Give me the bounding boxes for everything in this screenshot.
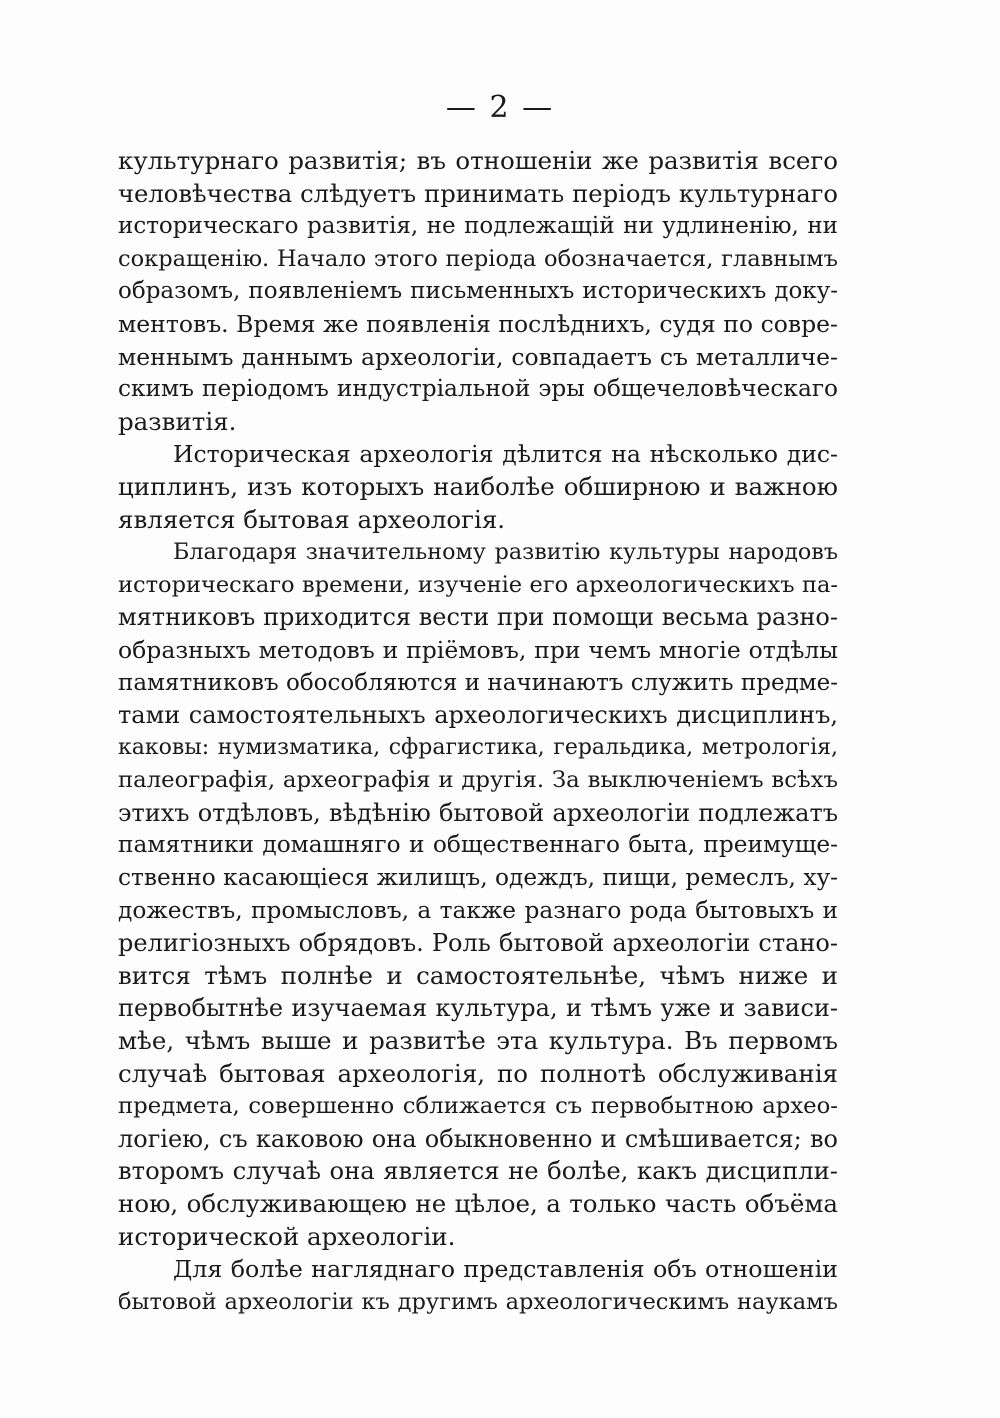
page-number: — 2 — (445, 90, 555, 125)
text-line: историческаго времени, изученіе его археологическихъ па- (118, 571, 838, 598)
text-line: тами самостоятельныхъ археологическихъ дисциплинъ, (118, 701, 838, 730)
text-line: памятниковъ обособляются и начинаютъ служить предме- (118, 669, 838, 696)
text-line: историческаго развитія, не подлежащій ни удлиненію, ни (118, 213, 838, 240)
text-line: каковы: нумизматика, сфрагистика, геральдика, метрологія, (118, 734, 838, 760)
text-line: скимъ періодомъ индустріальной эры общечеловѣческаго (118, 375, 838, 403)
paragraph-start-line: Для болѣе нагляднаго представленія объ отношеніи (173, 1255, 838, 1284)
text-line: исторической археологіи. (118, 1221, 456, 1251)
text-line: меннымъ даннымъ археологіи, совпадаетъ съ металличе- (118, 342, 838, 371)
paragraph-start-line: Благодаря значительному развитію культуры народовъ (173, 539, 838, 566)
text-line: образомъ, появленіемъ письменныхъ историческихъ доку- (118, 278, 838, 305)
text-line: религіозныхъ обрядовъ. Роль бытовой археологіи стано- (118, 929, 838, 958)
text-line: палеографія, археографія и другія. За выключеніемъ всѣхъ (118, 767, 838, 794)
body-text (118, 145, 838, 1318)
text-line: циплинъ, изъ которыхъ наиболѣе обширною и важною (118, 471, 838, 501)
text-line: памятники домашняго и общественнаго быта, преимуще- (118, 831, 838, 859)
text-line: культурнаго развитія; въ отношеніи же развитія всего (118, 146, 838, 175)
text-line: мятниковъ приходится вести при помощи весьма разно- (118, 603, 838, 632)
text-line: этихъ отдѣловъ, вѣдѣнію бытовой археологіи подлежатъ (118, 798, 838, 827)
text-line: является бытовая археологія. (118, 504, 506, 534)
text-line: ментовъ. Время же появленія послѣднихъ, судя по совре- (118, 309, 838, 338)
text-line: мѣе, чѣмъ выше и развитѣе эта культура. Въ первомъ (118, 1026, 838, 1056)
paragraph-start-line: Историческая археологія дѣлится на нѣсколько дис- (173, 440, 838, 469)
text-line: первобытнѣе изучаемая культура, и тѣмъ уже и зависи- (118, 994, 838, 1023)
text-line: ственно касающіеся жилищъ, одеждъ, пищи, ремеслъ, ху- (118, 864, 838, 892)
text-line: логіею, съ каковою она обыкновенно и смѣшивается; во (118, 1124, 838, 1153)
text-line: второмъ случаѣ она является не болѣе, какъ дисципли- (118, 1156, 838, 1186)
text-line: бытовой археологіи къ другимъ археологическимъ наукамъ (118, 1288, 838, 1315)
text-line: случаѣ бытовая археологія, по полнотѣ обслуживанія (118, 1058, 838, 1088)
text-line: дожествъ, промысловъ, а также разнаго рода бытовыхъ и (118, 896, 838, 924)
text-line: ною, обслуживающею не цѣлое, а только часть объёма (118, 1189, 838, 1218)
text-line: человѣчества слѣдуетъ принимать періодъ культурнаго (118, 178, 838, 208)
text-line: образныхъ методовъ и пріёмовъ, при чемъ многіе отдѣлы (118, 635, 838, 664)
text-line: сокращенію. Начало этого періода обозначается, главнымъ (118, 245, 838, 272)
text-line: вится тѣмъ полнѣе и самостоятельнѣе, чѣмъ ниже и (118, 960, 838, 990)
text-line: развитія. (118, 406, 237, 436)
text-line: предмета, совершенно сближается съ первобытною архео- (118, 1093, 838, 1120)
